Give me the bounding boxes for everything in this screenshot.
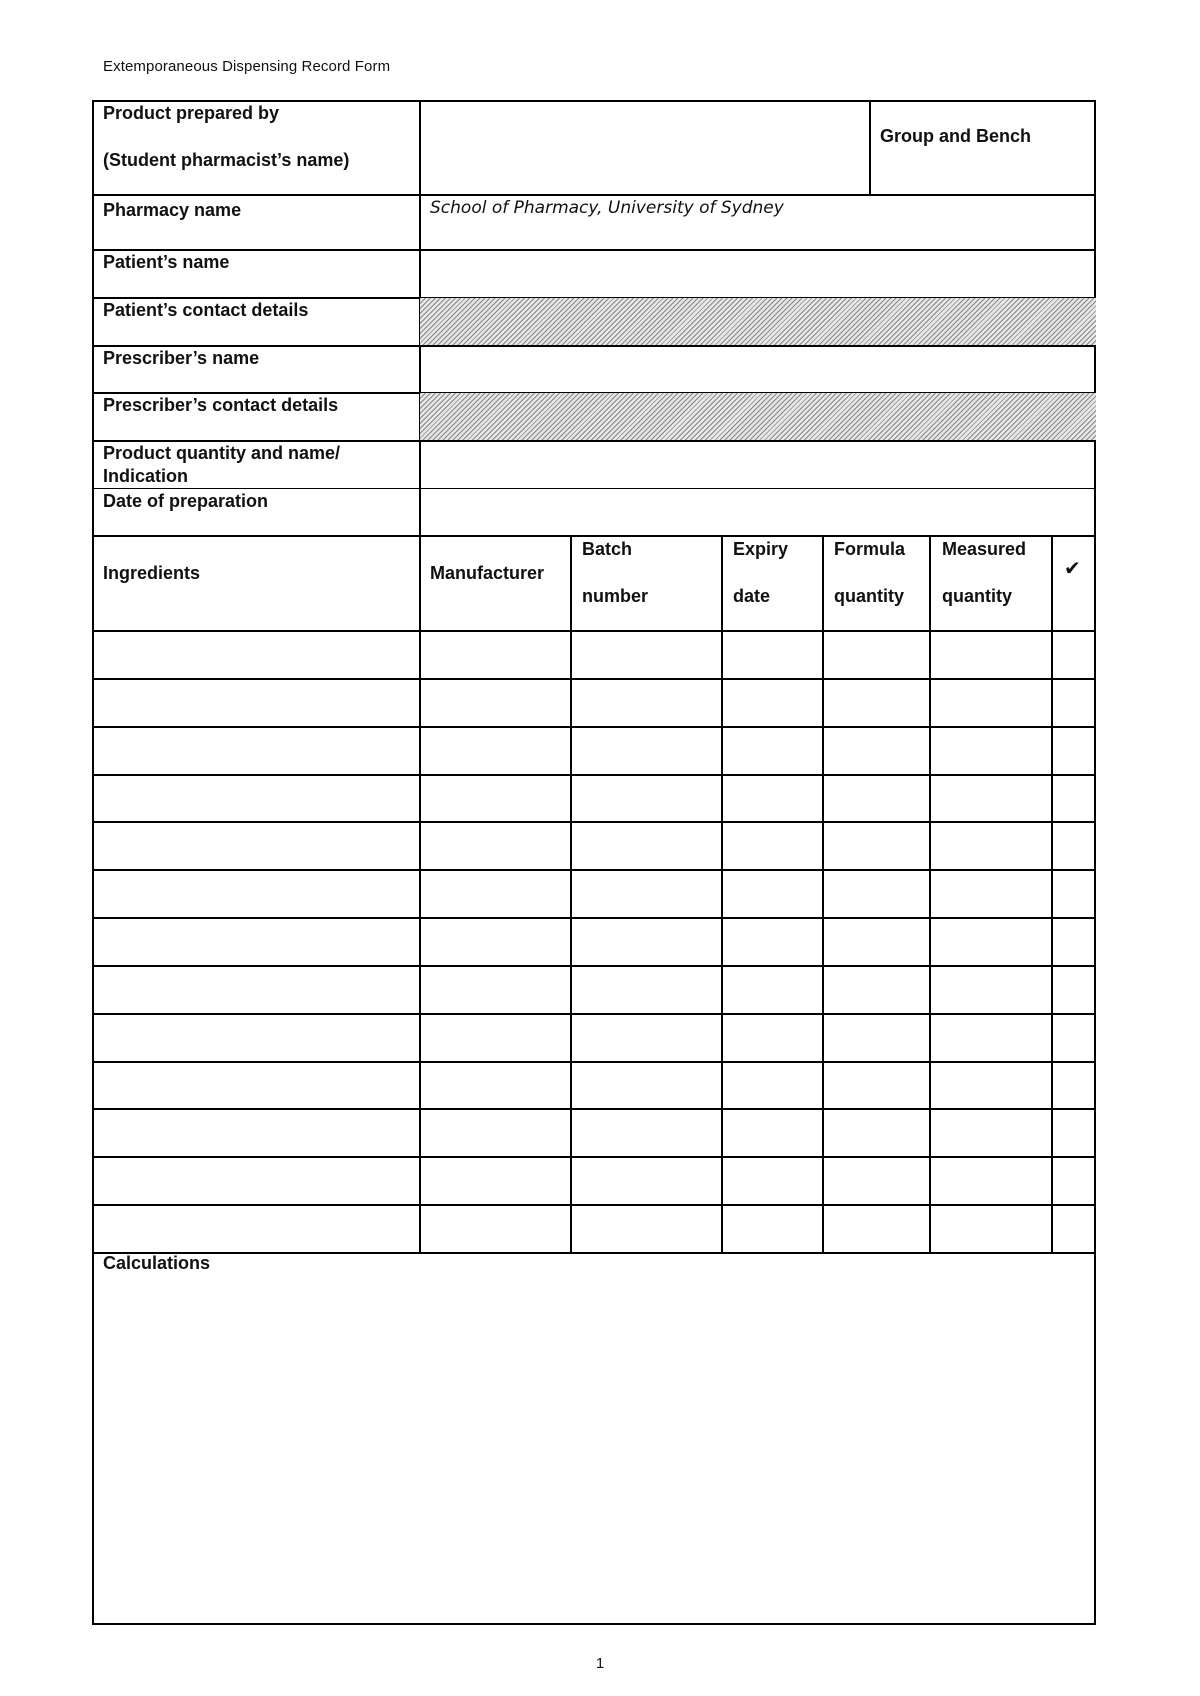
ingredient-cell[interactable] <box>723 1062 822 1110</box>
ingredient-cell[interactable] <box>572 1109 721 1157</box>
ingredient-cell[interactable] <box>572 679 721 727</box>
ingredient-cell[interactable] <box>572 966 721 1014</box>
ingredient-cell[interactable] <box>94 1062 419 1110</box>
ingredient-cell[interactable] <box>824 1205 929 1253</box>
ingredient-cell[interactable] <box>1053 1205 1092 1253</box>
ingredient-cell[interactable] <box>824 631 929 679</box>
check-icon: ✔ <box>1064 558 1081 580</box>
ingredient-cell[interactable] <box>824 727 929 775</box>
ingredient-cell[interactable] <box>824 1062 929 1110</box>
pharmacy-name-label: Pharmacy name <box>103 200 242 220</box>
ingredient-cell[interactable] <box>94 1157 419 1205</box>
ingredient-row <box>92 966 1096 1014</box>
ingredient-cell[interactable] <box>723 1014 822 1062</box>
ingredient-row <box>92 822 1096 870</box>
ingredient-cell[interactable] <box>421 966 570 1014</box>
ingredient-cell[interactable] <box>94 631 419 679</box>
ingredients-header: Ingredients <box>103 563 201 583</box>
patient-name-label: Patient’s name <box>103 252 230 272</box>
product-quantity-field[interactable] <box>421 442 1093 487</box>
prescriber-name-field[interactable] <box>421 347 1093 392</box>
row-divider <box>92 535 1096 537</box>
manufacturer-header: Manufacturer <box>430 563 545 583</box>
ingredient-cell[interactable] <box>572 1205 721 1253</box>
ingredient-cell[interactable] <box>1053 870 1092 918</box>
ingredient-cell[interactable] <box>824 1109 929 1157</box>
ingredient-cell[interactable] <box>824 1014 929 1062</box>
ingredient-cell[interactable] <box>572 631 721 679</box>
ingredient-cell[interactable] <box>1053 1157 1092 1205</box>
ingredient-cell[interactable] <box>94 727 419 775</box>
ingredient-cell[interactable] <box>1053 631 1092 679</box>
ingredient-cell[interactable] <box>931 1062 1051 1110</box>
student-pharmacist-label: (Student pharmacist’s name) <box>103 150 350 170</box>
patient-name-field[interactable] <box>421 251 1093 296</box>
ingredient-cell[interactable] <box>931 775 1051 823</box>
page-number: 1 <box>595 1655 605 1672</box>
ingredient-cell[interactable] <box>824 966 929 1014</box>
group-bench-field[interactable] <box>871 102 1093 194</box>
ingredient-cell[interactable] <box>421 1062 570 1110</box>
patient-contact-hatched-field <box>420 298 1096 345</box>
ingredient-cell[interactable] <box>572 1014 721 1062</box>
ingredient-cell[interactable] <box>1053 679 1092 727</box>
ingredient-cell[interactable] <box>824 679 929 727</box>
ingredient-cell[interactable] <box>421 775 570 823</box>
ingredient-cell[interactable] <box>421 870 570 918</box>
ingredient-row <box>92 918 1096 966</box>
ingredient-cell[interactable] <box>572 918 721 966</box>
ingredient-cell[interactable] <box>421 679 570 727</box>
ingredient-cell[interactable] <box>1053 775 1092 823</box>
indication-label: Indication <box>103 466 188 486</box>
ingredient-cell[interactable] <box>572 1062 721 1110</box>
ingredient-row <box>92 870 1096 918</box>
formula-header-line1: Formula <box>834 539 906 559</box>
ingredient-cell[interactable] <box>824 775 929 823</box>
ingredient-row <box>92 1157 1096 1205</box>
ingredient-cell[interactable] <box>931 1157 1051 1205</box>
ingredient-cell[interactable] <box>421 727 570 775</box>
product-quantity-label: Product quantity and name/ <box>103 443 341 463</box>
ingredient-cell[interactable] <box>723 1109 822 1157</box>
ingredient-row <box>92 1205 1096 1253</box>
ingredient-cell[interactable] <box>94 1014 419 1062</box>
measured-header-line1: Measured <box>942 539 1027 559</box>
batch-header-line1: Batch <box>582 539 633 559</box>
row-divider <box>92 1252 1096 1254</box>
ingredient-cell[interactable] <box>1053 1109 1092 1157</box>
student-name-field[interactable] <box>421 102 868 194</box>
ingredient-row <box>92 1062 1096 1110</box>
ingredient-cell[interactable] <box>94 870 419 918</box>
ingredient-cell[interactable] <box>1053 918 1092 966</box>
row-divider <box>92 194 1096 196</box>
calculations-field[interactable] <box>94 1278 1094 1622</box>
ingredient-cell[interactable] <box>931 679 1051 727</box>
batch-header-line2: number <box>582 586 649 606</box>
prescriber-contact-hatched-field <box>420 393 1096 440</box>
ingredient-cell[interactable] <box>723 966 822 1014</box>
ingredient-cell[interactable] <box>723 775 822 823</box>
expiry-header-line1: Expiry <box>733 539 789 559</box>
ingredient-cell[interactable] <box>931 727 1051 775</box>
ingredient-cell[interactable] <box>572 727 721 775</box>
ingredient-row <box>92 679 1096 727</box>
ingredient-cell[interactable] <box>931 1014 1051 1062</box>
ingredient-cell[interactable] <box>723 822 822 870</box>
ingredient-cell[interactable] <box>824 870 929 918</box>
ingredient-cell[interactable] <box>931 918 1051 966</box>
ingredient-cell[interactable] <box>94 822 419 870</box>
prepared-by-label: Product prepared by <box>103 103 280 123</box>
ingredient-cell[interactable] <box>94 1205 419 1253</box>
ingredient-cell[interactable] <box>421 822 570 870</box>
ingredient-cell[interactable] <box>723 727 822 775</box>
ingredient-cell[interactable] <box>421 631 570 679</box>
ingredient-row <box>92 1014 1096 1062</box>
calculations-label: Calculations <box>103 1253 211 1273</box>
ingredient-cell[interactable] <box>94 1109 419 1157</box>
ingredient-cell[interactable] <box>931 966 1051 1014</box>
date-of-preparation-field[interactable] <box>421 490 1093 534</box>
ingredient-cell[interactable] <box>723 1205 822 1253</box>
ingredient-cell[interactable] <box>94 918 419 966</box>
ingredient-cell[interactable] <box>1053 1014 1092 1062</box>
ingredient-cell[interactable] <box>931 870 1051 918</box>
ingredient-cell[interactable] <box>572 822 721 870</box>
ingredient-cell[interactable] <box>1053 966 1092 1014</box>
ingredient-cell[interactable] <box>421 918 570 966</box>
ingredient-row <box>92 775 1096 823</box>
ingredient-cell[interactable] <box>572 775 721 823</box>
date-of-preparation-label: Date of preparation <box>103 491 269 511</box>
ingredient-row <box>92 727 1096 775</box>
ingredient-cell[interactable] <box>94 966 419 1014</box>
ingredient-cell[interactable] <box>94 775 419 823</box>
expiry-header-line2: date <box>733 586 771 606</box>
ingredient-cell[interactable] <box>723 918 822 966</box>
ingredient-row <box>92 631 1096 679</box>
pharmacy-name-value: School of Pharmacy, University of Sydney <box>430 198 784 218</box>
ingredient-cell[interactable] <box>824 822 929 870</box>
ingredient-cell[interactable] <box>824 918 929 966</box>
ingredient-cell[interactable] <box>572 1157 721 1205</box>
ingredient-cell[interactable] <box>931 631 1051 679</box>
row-divider <box>92 488 1096 489</box>
ingredient-cell[interactable] <box>421 1205 570 1253</box>
ingredient-cell[interactable] <box>572 870 721 918</box>
formula-header-line2: quantity <box>834 586 904 606</box>
ingredient-cell[interactable] <box>1053 822 1092 870</box>
prescriber-name-label: Prescriber’s name <box>103 348 260 368</box>
ingredient-cell[interactable] <box>723 870 822 918</box>
ingredient-cell[interactable] <box>723 1157 822 1205</box>
ingredient-cell[interactable] <box>94 679 419 727</box>
ingredient-cell[interactable] <box>931 822 1051 870</box>
measured-header-line2: quantity <box>942 586 1012 606</box>
patient-contact-label: Patient’s contact details <box>103 300 309 320</box>
ingredient-cell[interactable] <box>723 679 822 727</box>
ingredient-cell[interactable] <box>723 631 822 679</box>
ingredient-cell[interactable] <box>421 1109 570 1157</box>
ingredient-cell[interactable] <box>1053 1062 1092 1110</box>
ingredient-cell[interactable] <box>824 1157 929 1205</box>
group-bench-label: Group and Bench <box>880 126 1032 146</box>
ingredient-cell[interactable] <box>931 1205 1051 1253</box>
ingredient-cell[interactable] <box>421 1014 570 1062</box>
ingredient-cell[interactable] <box>421 1157 570 1205</box>
ingredient-cell[interactable] <box>1053 727 1092 775</box>
ingredient-cell[interactable] <box>931 1109 1051 1157</box>
prescriber-contact-label: Prescriber’s contact details <box>103 395 339 415</box>
form-header-title: Extemporaneous Dispensing Record Form <box>103 58 391 75</box>
ingredient-row <box>92 1109 1096 1157</box>
